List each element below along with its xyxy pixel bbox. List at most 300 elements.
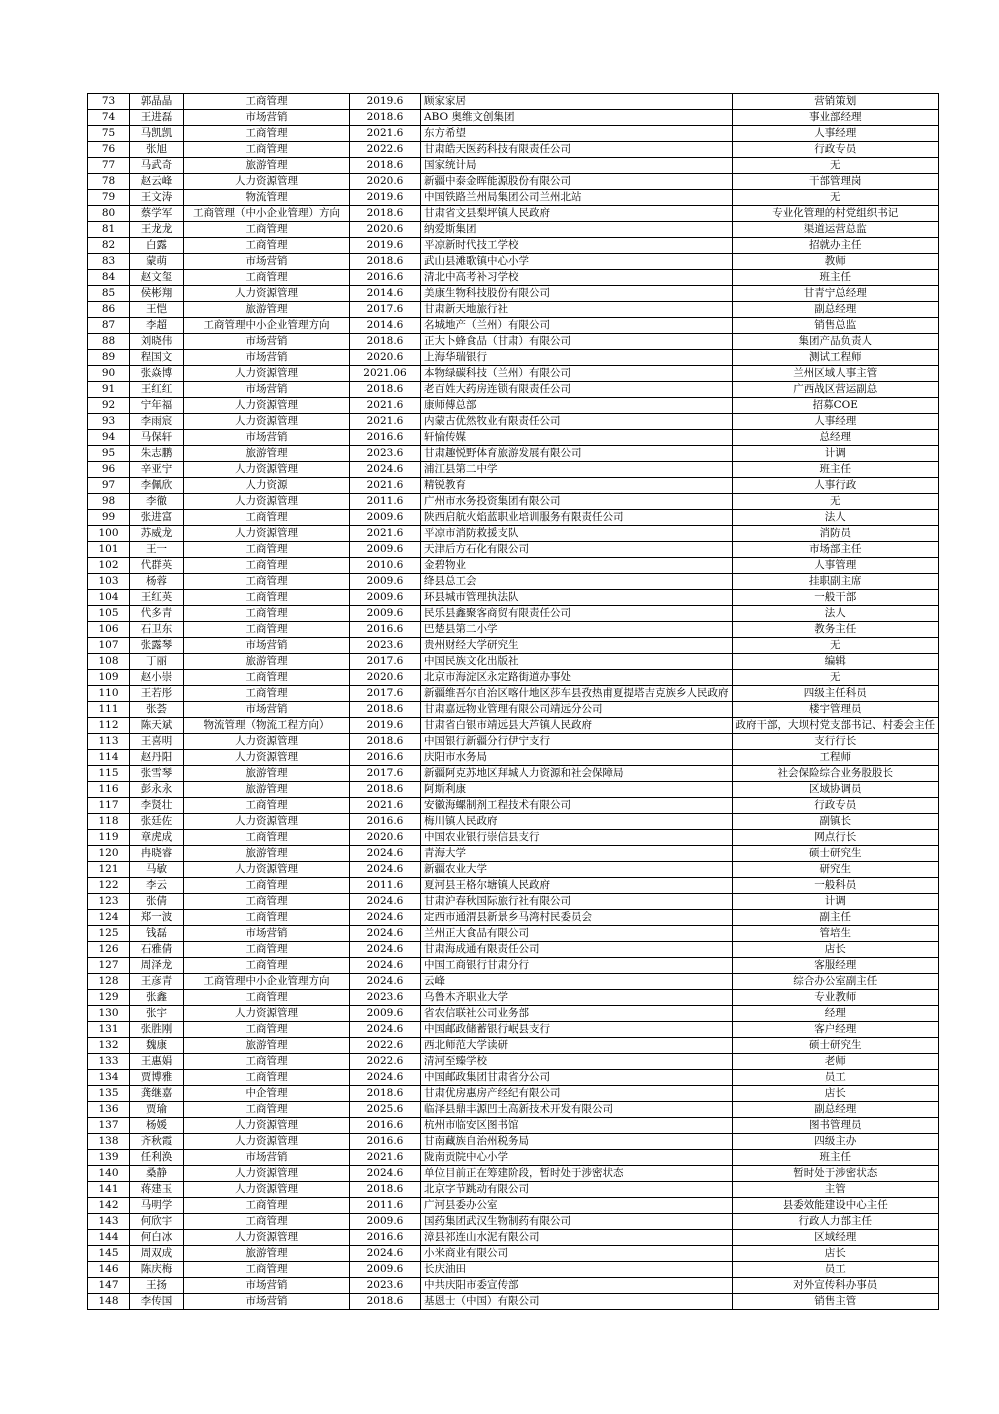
- row-number: 106: [88, 622, 130, 638]
- table-row: [88, 766, 939, 782]
- person-name: 王扬: [130, 1278, 184, 1294]
- job-title: 暂时处于涉密状态: [732, 1166, 939, 1182]
- graduation-date: 2018.6: [350, 206, 421, 222]
- employer: 庆阳市水务局: [421, 750, 733, 766]
- employer: ABO 奥维文创集团: [421, 110, 733, 126]
- table-row: [88, 286, 939, 302]
- table-row: [88, 574, 939, 590]
- employer: 陕西启航火焰蓝职业培训服务有限责任公司: [421, 510, 733, 526]
- graduation-date: 2011.6: [350, 878, 421, 894]
- row-number: 116: [88, 782, 130, 798]
- row-number: 148: [88, 1294, 130, 1310]
- graduation-date: 2024.6: [350, 462, 421, 478]
- person-name: 蒋建玉: [130, 1182, 184, 1198]
- graduation-date: 2016.6: [350, 430, 421, 446]
- graduation-date: 2016.6: [350, 1118, 421, 1134]
- employer: 省农信联社公司业务部: [421, 1006, 733, 1022]
- job-title: 经理: [732, 1006, 939, 1022]
- table-row: [88, 894, 939, 910]
- employer: 北京市海淀区永定路街道办事处: [421, 670, 733, 686]
- person-name: 马武奇: [130, 158, 184, 174]
- job-title: 行政专员: [732, 798, 939, 814]
- person-name: 李雨宸: [130, 414, 184, 430]
- table-row: [88, 798, 939, 814]
- person-name: 李云: [130, 878, 184, 894]
- employer: 上海华瑞银行: [421, 350, 733, 366]
- job-title: 店长: [732, 1086, 939, 1102]
- row-number: 78: [88, 174, 130, 190]
- major: 市场营销: [184, 334, 350, 350]
- employer: 绛县总工会: [421, 574, 733, 590]
- job-title: 甘青宁总经理: [732, 286, 939, 302]
- employer: 广河县委办公室: [421, 1198, 733, 1214]
- major: 工商管理: [184, 270, 350, 286]
- major: 市场营销: [184, 1294, 350, 1310]
- person-name: 侯彬翔: [130, 286, 184, 302]
- employer: 本物绿碳科技（兰州）有限公司: [421, 366, 733, 382]
- graduation-date: 2020.6: [350, 670, 421, 686]
- graduation-date: 2019.6: [350, 238, 421, 254]
- graduation-date: 2024.6: [350, 894, 421, 910]
- person-name: 齐秋霞: [130, 1134, 184, 1150]
- employer: 平凉新时代技工学校: [421, 238, 733, 254]
- row-number: 97: [88, 478, 130, 494]
- row-number: 141: [88, 1182, 130, 1198]
- job-title: 县委效能建设中心主任: [732, 1198, 939, 1214]
- job-title: 无: [732, 158, 939, 174]
- person-name: 冉晓睿: [130, 846, 184, 862]
- major: 市场营销: [184, 382, 350, 398]
- graduation-date: 2010.6: [350, 558, 421, 574]
- graduation-date: 2018.6: [350, 1086, 421, 1102]
- row-number: 75: [88, 126, 130, 142]
- row-number: 129: [88, 990, 130, 1006]
- job-title: 营销策划: [732, 94, 939, 110]
- major: 人力资源管理: [184, 1006, 350, 1022]
- graduation-date: 2009.6: [350, 510, 421, 526]
- person-name: 王红红: [130, 382, 184, 398]
- person-name: 李传国: [130, 1294, 184, 1310]
- row-number: 110: [88, 686, 130, 702]
- row-number: 136: [88, 1102, 130, 1118]
- employer: 浦江县第二中学: [421, 462, 733, 478]
- major: 人力资源管理: [184, 1182, 350, 1198]
- row-number: 88: [88, 334, 130, 350]
- table-row: [88, 670, 939, 686]
- table-row: [88, 302, 939, 318]
- graduation-date: 2022.6: [350, 1054, 421, 1070]
- employer: 中国银行新疆分行伊宁支行: [421, 734, 733, 750]
- major: 工商管理: [184, 990, 350, 1006]
- table-row: [88, 1134, 939, 1150]
- major: 人力资源管理: [184, 174, 350, 190]
- table-row: [88, 494, 939, 510]
- job-title: 事业部经理: [732, 110, 939, 126]
- graduation-date: 2024.6: [350, 862, 421, 878]
- table-row: [88, 1022, 939, 1038]
- table-row: [88, 270, 939, 286]
- major: 旅游管理: [184, 766, 350, 782]
- row-number: 125: [88, 926, 130, 942]
- table-row: [88, 446, 939, 462]
- job-title: 店长: [732, 942, 939, 958]
- row-number: 147: [88, 1278, 130, 1294]
- table-row: [88, 734, 939, 750]
- table-row: [88, 782, 939, 798]
- graduation-date: 2024.6: [350, 1166, 421, 1182]
- major: 旅游管理: [184, 1038, 350, 1054]
- major: 工商管理: [184, 238, 350, 254]
- person-name: 郭晶晶: [130, 94, 184, 110]
- graduation-date: 2016.6: [350, 814, 421, 830]
- job-title: 无: [732, 190, 939, 206]
- job-title: 兰州区域人事主管: [732, 366, 939, 382]
- graduation-date: 2024.6: [350, 958, 421, 974]
- graduation-date: 2021.6: [350, 798, 421, 814]
- job-title: 客服经理: [732, 958, 939, 974]
- table-row: [88, 398, 939, 414]
- table-row: [88, 542, 939, 558]
- major: 人力资源管理: [184, 286, 350, 302]
- employer: 西北师范大学读研: [421, 1038, 733, 1054]
- employer: 纳爱斯集团: [421, 222, 733, 238]
- employer: 金碧物业: [421, 558, 733, 574]
- person-name: 王文涛: [130, 190, 184, 206]
- employer: 天津后方石化有限公司: [421, 542, 733, 558]
- major: 工商管理: [184, 222, 350, 238]
- employer: 甘肃优房惠房产经纪有限公司: [421, 1086, 733, 1102]
- row-number: 74: [88, 110, 130, 126]
- row-number: 114: [88, 750, 130, 766]
- major: 旅游管理: [184, 846, 350, 862]
- table-row: [88, 846, 939, 862]
- job-title: 四级主办: [732, 1134, 939, 1150]
- job-title: 人事管理: [732, 558, 939, 574]
- table-row: [88, 926, 939, 942]
- row-number: 80: [88, 206, 130, 222]
- employer: 环县城市管理执法队: [421, 590, 733, 606]
- graduation-date: 2019.6: [350, 190, 421, 206]
- table-row: [88, 638, 939, 654]
- person-name: 赵云峰: [130, 174, 184, 190]
- employer: 中国邮政集团甘肃省分公司: [421, 1070, 733, 1086]
- graduation-date: 2024.6: [350, 1246, 421, 1262]
- person-name: 代群英: [130, 558, 184, 574]
- employer: 贵州财经大学研究生: [421, 638, 733, 654]
- employer: 甘肃省文县梨坪镇人民政府: [421, 206, 733, 222]
- person-name: 王彦青: [130, 974, 184, 990]
- graduation-date: 2023.6: [350, 446, 421, 462]
- table-row: [88, 622, 939, 638]
- person-name: 陈庆梅: [130, 1262, 184, 1278]
- row-number: 143: [88, 1214, 130, 1230]
- major: 人力资源管理: [184, 462, 350, 478]
- job-title: 对外宣传科办事员: [732, 1278, 939, 1294]
- table-row: [88, 910, 939, 926]
- row-number: 101: [88, 542, 130, 558]
- graduation-date: 2017.6: [350, 302, 421, 318]
- row-number: 100: [88, 526, 130, 542]
- person-name: 何白冰: [130, 1230, 184, 1246]
- job-title: 无: [732, 670, 939, 686]
- graduation-date: 2018.6: [350, 158, 421, 174]
- person-name: 张焱博: [130, 366, 184, 382]
- graduation-date: 2018.6: [350, 1294, 421, 1310]
- major: 市场营销: [184, 110, 350, 126]
- table-row: [88, 1102, 939, 1118]
- major: 中企管理: [184, 1086, 350, 1102]
- major: 人力资源管理: [184, 814, 350, 830]
- row-number: 98: [88, 494, 130, 510]
- graduation-date: 2016.6: [350, 622, 421, 638]
- employer: 阿斯利康: [421, 782, 733, 798]
- employer: 国家统计局: [421, 158, 733, 174]
- major: 工商管理: [184, 1022, 350, 1038]
- job-title: 客户经理: [732, 1022, 939, 1038]
- job-title: 区域经理: [732, 1230, 939, 1246]
- graduation-date: 2025.6: [350, 1102, 421, 1118]
- job-title: 一般干部: [732, 590, 939, 606]
- job-title: 无: [732, 494, 939, 510]
- employer: 新疆中泰金晖能源股份有限公司: [421, 174, 733, 190]
- graduation-date: 2011.6: [350, 1198, 421, 1214]
- employer: 武山县滩歌镇中心小学: [421, 254, 733, 270]
- graduation-date: 2024.6: [350, 846, 421, 862]
- table-row: [88, 174, 939, 190]
- person-name: 朱志鹏: [130, 446, 184, 462]
- person-name: 李超: [130, 318, 184, 334]
- job-title: 主管: [732, 1182, 939, 1198]
- person-name: 周双成: [130, 1246, 184, 1262]
- major: 市场营销: [184, 1278, 350, 1294]
- major: 工商管理: [184, 1198, 350, 1214]
- person-name: 张露琴: [130, 638, 184, 654]
- row-number: 107: [88, 638, 130, 654]
- employer: 单位目前正在筹建阶段，暂时处于涉密状态: [421, 1166, 733, 1182]
- person-name: 王恺: [130, 302, 184, 318]
- table-row: [88, 94, 939, 110]
- graduation-date: 2021.6: [350, 1150, 421, 1166]
- major: 旅游管理: [184, 158, 350, 174]
- table-row: [88, 990, 939, 1006]
- major: 工商管理中小企业管理方向: [184, 974, 350, 990]
- graduation-date: 2018.6: [350, 382, 421, 398]
- employer: 美康生物科技股份有限公司: [421, 286, 733, 302]
- major: 工商管理: [184, 830, 350, 846]
- table-row: [88, 206, 939, 222]
- major: 旅游管理: [184, 654, 350, 670]
- row-number: 73: [88, 94, 130, 110]
- major: 物流管理: [184, 190, 350, 206]
- row-number: 115: [88, 766, 130, 782]
- table-row: [88, 1166, 939, 1182]
- graduation-date: 2018.6: [350, 734, 421, 750]
- job-title: 干部管理岗: [732, 174, 939, 190]
- person-name: 李佩欣: [130, 478, 184, 494]
- major: 工商管理: [184, 94, 350, 110]
- row-number: 105: [88, 606, 130, 622]
- employer: 陇南贡院中心小学: [421, 1150, 733, 1166]
- major: 工商管理: [184, 510, 350, 526]
- row-number: 132: [88, 1038, 130, 1054]
- table-row: [88, 1054, 939, 1070]
- person-name: 蔡学军: [130, 206, 184, 222]
- person-name: 王若彤: [130, 686, 184, 702]
- table-row: [88, 334, 939, 350]
- table-row: [88, 366, 939, 382]
- major: 工商管理: [184, 574, 350, 590]
- job-title: 网点行长: [732, 830, 939, 846]
- table-row: [88, 1214, 939, 1230]
- employer: 甘肃省白银市靖远县大芦镇人民政府: [421, 718, 733, 734]
- table-row: [88, 510, 939, 526]
- graduation-date: 2009.6: [350, 606, 421, 622]
- person-name: 张旭: [130, 142, 184, 158]
- graduation-date: 2016.6: [350, 750, 421, 766]
- person-name: 王喜明: [130, 734, 184, 750]
- major: 市场营销: [184, 1150, 350, 1166]
- job-title: 工程师: [732, 750, 939, 766]
- person-name: 王进磊: [130, 110, 184, 126]
- row-number: 140: [88, 1166, 130, 1182]
- row-number: 87: [88, 318, 130, 334]
- graduation-date: 2018.6: [350, 1182, 421, 1198]
- employer: 清北中高考补习学校: [421, 270, 733, 286]
- person-name: 郑一波: [130, 910, 184, 926]
- job-title: 管培生: [732, 926, 939, 942]
- job-title: 员工: [732, 1070, 939, 1086]
- employer: 乌鲁木齐职业大学: [421, 990, 733, 1006]
- row-number: 92: [88, 398, 130, 414]
- person-name: 张鑫: [130, 990, 184, 1006]
- job-title: 人事经理: [732, 126, 939, 142]
- table-row: [88, 382, 939, 398]
- graduation-date: 2016.6: [350, 1134, 421, 1150]
- graduation-date: 2009.6: [350, 574, 421, 590]
- employer: 定西市通渭县新景乡马湾村民委员会: [421, 910, 733, 926]
- major: 人力资源管理: [184, 1118, 350, 1134]
- table-row: [88, 478, 939, 494]
- table-row: [88, 430, 939, 446]
- employer: 长庆油田: [421, 1262, 733, 1278]
- table-row: [88, 254, 939, 270]
- table-row: [88, 1150, 939, 1166]
- major: 人力资源管理: [184, 1166, 350, 1182]
- row-number: 122: [88, 878, 130, 894]
- job-title: 法人: [732, 606, 939, 622]
- job-title: 楼宇管理员: [732, 702, 939, 718]
- major: 工商管理: [184, 590, 350, 606]
- employer: 甘肃沪春秋国际旅行社有限公司: [421, 894, 733, 910]
- employer: 兰州正大食品有限公司: [421, 926, 733, 942]
- job-title: 编辑: [732, 654, 939, 670]
- graduation-date: 2018.6: [350, 334, 421, 350]
- graduation-date: 2024.6: [350, 942, 421, 958]
- person-name: 苏威龙: [130, 526, 184, 542]
- graduation-date: 2024.6: [350, 1022, 421, 1038]
- employer: 甘肃海成通有限责任公司: [421, 942, 733, 958]
- job-title: 图书管理员: [732, 1118, 939, 1134]
- major: 工商管理: [184, 894, 350, 910]
- row-number: 99: [88, 510, 130, 526]
- job-title: 广西战区营运副总: [732, 382, 939, 398]
- employer: 顾家家居: [421, 94, 733, 110]
- graduation-date: 2021.06: [350, 366, 421, 382]
- job-title: 政府干部，大坝村党支部书记、村委会主任: [732, 718, 939, 734]
- row-number: 142: [88, 1198, 130, 1214]
- row-number: 146: [88, 1262, 130, 1278]
- table-row: [88, 958, 939, 974]
- major: 工商管理（中小企业管理）方向: [184, 206, 350, 222]
- row-number: 86: [88, 302, 130, 318]
- job-title: 员工: [732, 1262, 939, 1278]
- major: 旅游管理: [184, 446, 350, 462]
- table-row: [88, 1198, 939, 1214]
- employer: 夏河县王格尔塘镇人民政府: [421, 878, 733, 894]
- graduation-date: 2017.6: [350, 686, 421, 702]
- employer: 民乐县鑫聚客商贸有限责任公司: [421, 606, 733, 622]
- row-number: 90: [88, 366, 130, 382]
- job-title: 市场部主任: [732, 542, 939, 558]
- major: 工商管理: [184, 1102, 350, 1118]
- row-number: 84: [88, 270, 130, 286]
- table-row: [88, 1246, 939, 1262]
- job-title: 区域协调员: [732, 782, 939, 798]
- employer: 中国农业银行崇信县支行: [421, 830, 733, 846]
- table-row: [88, 462, 939, 478]
- employer: 杭州市临安区图书馆: [421, 1118, 733, 1134]
- table-row: [88, 222, 939, 238]
- person-name: 李贤壮: [130, 798, 184, 814]
- major: 人力资源管理: [184, 1230, 350, 1246]
- row-number: 102: [88, 558, 130, 574]
- person-name: 赵小崇: [130, 670, 184, 686]
- alumni-table: [87, 93, 939, 1310]
- major: 人力资源管理: [184, 366, 350, 382]
- employer: 老百姓大药房连锁有限责任公司: [421, 382, 733, 398]
- major: 人力资源管理: [184, 494, 350, 510]
- graduation-date: 2009.6: [350, 542, 421, 558]
- table-row: [88, 974, 939, 990]
- employer: 基恩士（中国）有限公司: [421, 1294, 733, 1310]
- person-name: 王惠娟: [130, 1054, 184, 1070]
- graduation-date: 2014.6: [350, 318, 421, 334]
- table-row: [88, 1038, 939, 1054]
- job-title: 副主任: [732, 910, 939, 926]
- row-number: 112: [88, 718, 130, 734]
- employer: 漳县祁连山水泥有限公司: [421, 1230, 733, 1246]
- major: 人力资源管理: [184, 750, 350, 766]
- graduation-date: 2009.6: [350, 1262, 421, 1278]
- graduation-date: 2020.6: [350, 222, 421, 238]
- row-number: 83: [88, 254, 130, 270]
- graduation-date: 2020.6: [350, 350, 421, 366]
- table-row: [88, 702, 939, 718]
- row-number: 81: [88, 222, 130, 238]
- row-number: 77: [88, 158, 130, 174]
- graduation-date: 2021.6: [350, 126, 421, 142]
- major: 市场营销: [184, 254, 350, 270]
- row-number: 103: [88, 574, 130, 590]
- employer: 甘肃皓天医药科技有限责任公司: [421, 142, 733, 158]
- graduation-date: 2020.6: [350, 174, 421, 190]
- row-number: 119: [88, 830, 130, 846]
- employer: 小米商业有限公司: [421, 1246, 733, 1262]
- major: 工商管理: [184, 670, 350, 686]
- row-number: 135: [88, 1086, 130, 1102]
- job-title: 消防员: [732, 526, 939, 542]
- graduation-date: 2017.6: [350, 654, 421, 670]
